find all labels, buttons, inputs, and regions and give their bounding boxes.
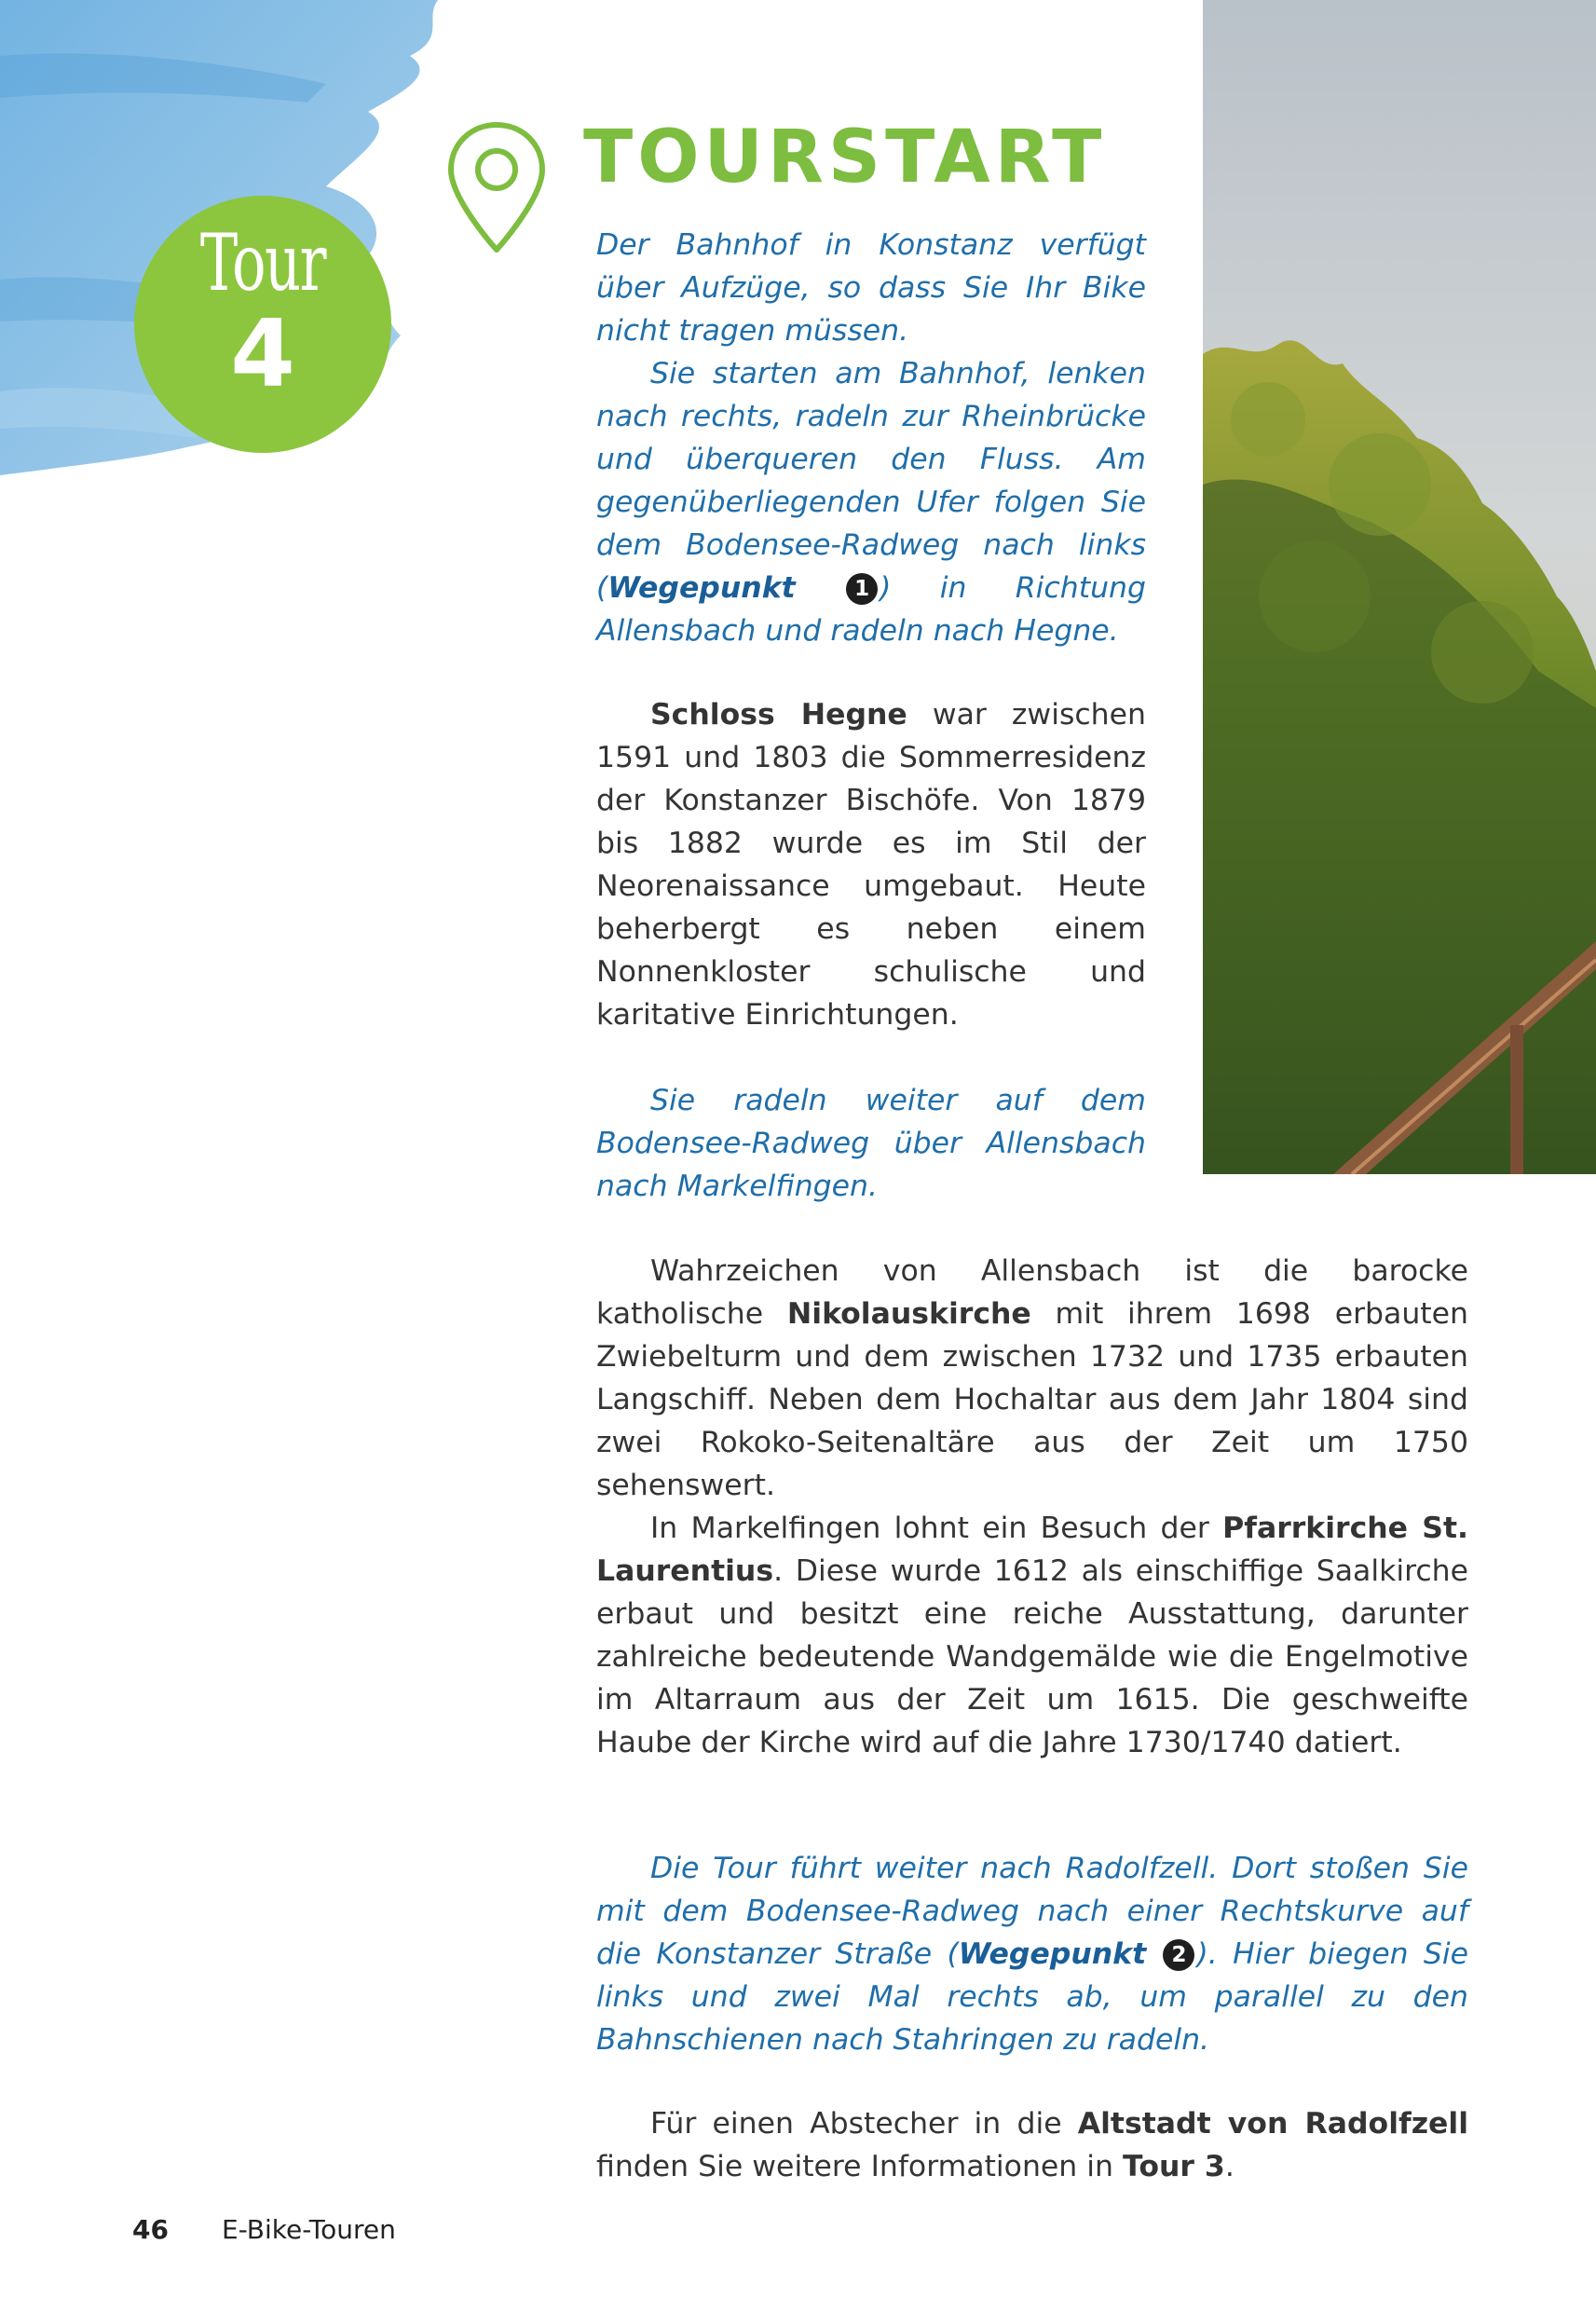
intro-directions: [596, 224, 1146, 652]
radolfzell-altstadt-paragraph: [596, 2102, 1468, 2188]
wegepunkt-label-1: Wegepunkt: [607, 571, 796, 605]
intro-paragraph-1: Der Bahnhof in Konstanz verfügt über Aufzüge, so dass Sie Ihr Bike nicht tragen müssen.: [596, 228, 1146, 348]
tour-badge-number: 4: [230, 299, 295, 408]
allensbach-text-b: mit ihrem 1698 erbauten Zwiebelturm und dem zwischen 1732 und 1735 erbauten Langschiff. Neben dem Hochaltar aus dem Jahr 1804 sind zwei Rokoko-Seitenaltäre aus der Zeit um 1750 sehenswert.: [596, 1297, 1469, 1502]
intro-text-b: ) in Richtung Allensbach und radeln nach Hegne.: [596, 571, 1146, 648]
directions-markelfingen-text: Sie radeln weiter auf dem Bodensee-Radweg über Allensbach nach Markelfingen.: [596, 1084, 1146, 1203]
radolfzell-text-c: .: [1224, 2150, 1235, 2183]
waypoint-2-badge: 2: [1163, 1939, 1194, 1971]
waypoint-1-badge: 1: [846, 573, 878, 605]
page-number: 46: [132, 2214, 169, 2245]
footer-label: E-Bike-Touren: [222, 2214, 396, 2245]
allensbach-text-a: Wahrzeichen von Allensbach ist die barocke katholische: [596, 1254, 1468, 1331]
directions-radolfzell: [596, 1847, 1468, 2061]
radolfzell-text-a: Für einen Abstecher in die: [650, 2107, 1078, 2141]
tour-3-reference: Tour 3: [1123, 2150, 1225, 2183]
tour-badge: [134, 196, 391, 453]
markelfingen-text-a: In Markelfingen lohnt ein Besuch der: [650, 1512, 1223, 1545]
radolfzell-dir-text-a: Die Tour führt weiter nach Radolfzell. Dort stoßen Sie mit dem Bodensee-Radweg nach einer Rechtskurve auf die Konstanzer Straße (: [596, 1852, 1468, 1971]
radolfzell-dir-text-b: ). Hier biegen Sie links und zwei Mal rechts ab, um parallel zu den Bahnschienen nach Stahringen zu radeln.: [596, 1937, 1469, 2057]
allensbach-markelfingen-text: [596, 1250, 1468, 1764]
tour-badge-word: Tour: [199, 217, 326, 308]
wegepunkt-label-2: Wegepunkt: [958, 1937, 1147, 1971]
schloss-hegne-name: Schloss Hegne: [650, 698, 907, 732]
intro-text-a: Sie starten am Bahnhof, lenken nach rechts, radeln zur Rheinbrücke und überqueren den Fluss. Am gegenüberliegenden Ufer folgen Sie dem Bodensee-Radweg nach links (: [596, 357, 1146, 605]
schloss-hegne-text: war zwischen 1591 und 1803 die Sommerresidenz der Konstanzer Bischöfe. Von 1879 bis 1882 wurde es im Stil der Neorenaissance umgebaut. Heute beherbergt es neben einem Nonnenkloster schulische und karitative Einrichtungen.: [596, 698, 1146, 1032]
photo-trees-railing: [1203, 0, 1596, 1174]
location-pin-icon: [445, 119, 548, 257]
directions-markelfingen: [596, 1079, 1146, 1208]
altstadt-radolfzell-name: Altstadt von Radolfzell: [1077, 2107, 1468, 2141]
nikolauskirche-name: Nikolauskirche: [786, 1297, 1031, 1331]
radolfzell-text-b: finden Sie weitere Informationen in: [596, 2150, 1124, 2183]
markelfingen-text-b: . Diese wurde 1612 als einschiffige Saalkirche erbaut und besitzt eine reiche Ausstattung, darunter zahlreiche bedeutende Wandgemälde wie die Engelmotive im Altarraum aus der Zeit um 1615. Die geschweifte Haube der Kirche wird auf die Jahre 1730/1740 datiert.: [596, 1554, 1468, 1759]
pfarrkirche-name: Pfarrkirche St. Laurentius: [596, 1512, 1468, 1588]
intro-paragraph-2: [596, 352, 1146, 652]
schloss-hegne-paragraph: [596, 693, 1146, 1036]
page-title: TOURSTART: [583, 116, 1107, 199]
